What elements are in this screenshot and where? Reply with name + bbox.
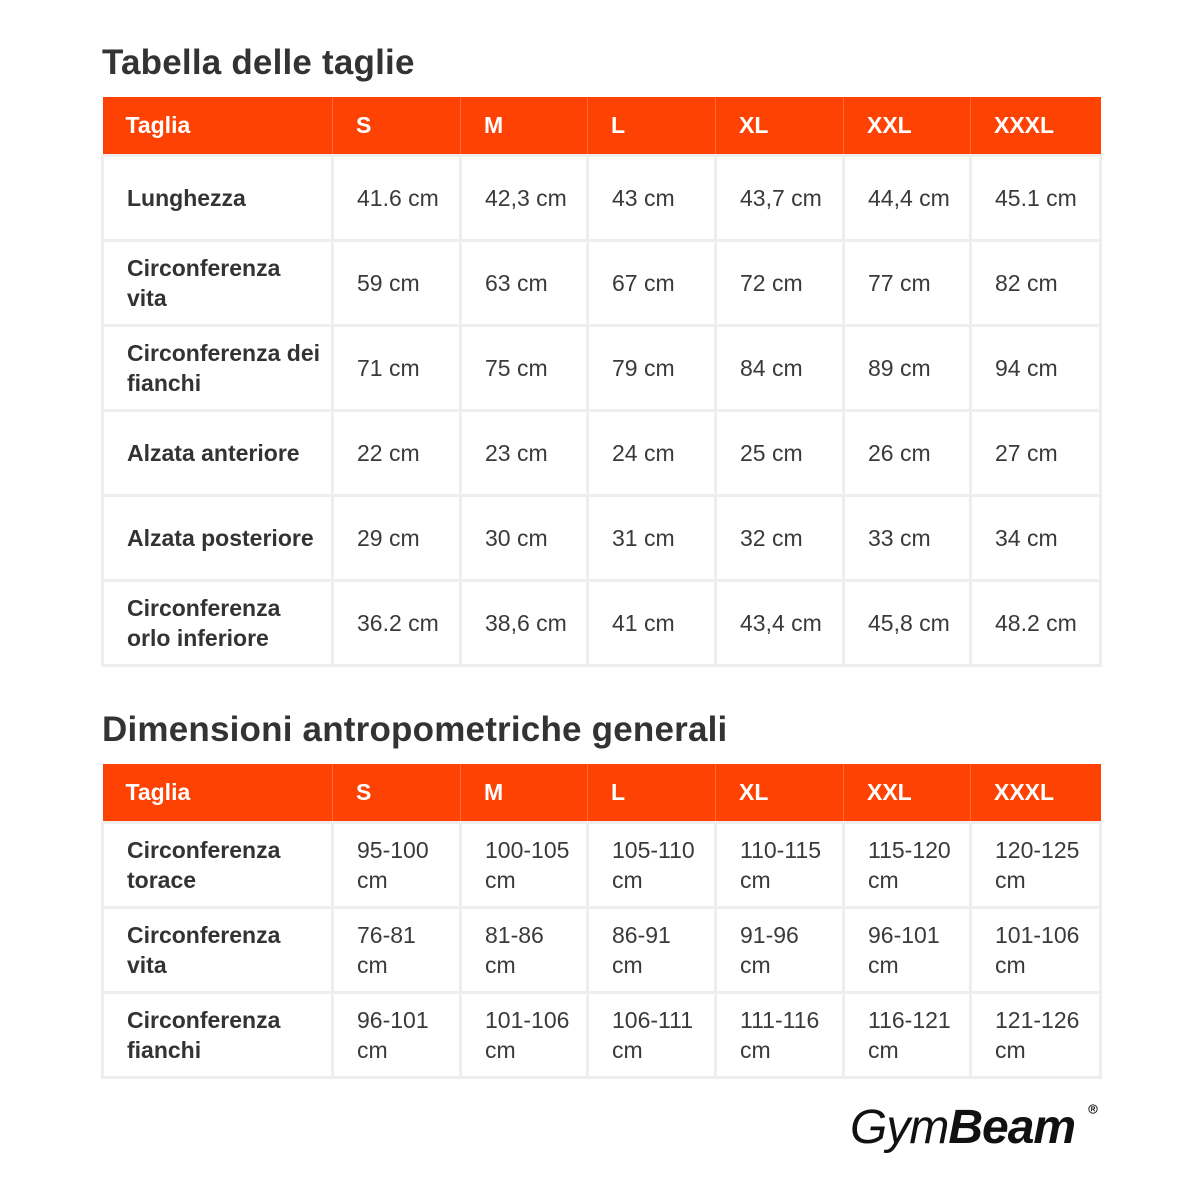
table-cell: 72 cm — [716, 240, 844, 325]
brand-wordmark — [850, 1098, 1100, 1158]
column-header-size: Taglia — [103, 764, 333, 822]
column-header-size: Taglia — [103, 97, 333, 155]
brand-wordmark-part1: Gym — [850, 1101, 949, 1154]
column-header-xxl: XXL — [844, 764, 971, 822]
table-cell: 116-121 cm — [844, 992, 971, 1077]
table-cell: 42,3 cm — [461, 155, 588, 240]
table-cell: 100-105 cm — [461, 822, 588, 907]
table-cell: 41.6 cm — [333, 155, 461, 240]
table-cell: 41 cm — [588, 580, 716, 665]
table-cell: 33 cm — [844, 495, 971, 580]
column-header-xxxl: XXXL — [971, 764, 1101, 822]
column-header-xxl: XXL — [844, 97, 971, 155]
table-row — [103, 907, 1101, 992]
table-cell: 38,6 cm — [461, 580, 588, 665]
table-cell: 23 cm — [461, 410, 588, 495]
table-cell: 75 cm — [461, 325, 588, 410]
table-cell: 25 cm — [716, 410, 844, 495]
table-cell: 31 cm — [588, 495, 716, 580]
table-row — [103, 240, 1101, 325]
table-cell: 22 cm — [333, 410, 461, 495]
table-cell: 43,4 cm — [716, 580, 844, 665]
size-chart-title: Tabella delle taglie — [102, 43, 415, 82]
table-cell: 67 cm — [588, 240, 716, 325]
body-measurements-title: Dimensioni antropometriche generali — [102, 710, 728, 749]
table-cell: 115-120 cm — [844, 822, 971, 907]
table-cell: 45,8 cm — [844, 580, 971, 665]
table-cell: 44,4 cm — [844, 155, 971, 240]
table-cell: 43 cm — [588, 155, 716, 240]
column-header-m: M — [461, 764, 588, 822]
table-cell: 27 cm — [971, 410, 1101, 495]
table-cell: 120-125 cm — [971, 822, 1101, 907]
column-header-l: L — [588, 97, 716, 155]
table-cell: 48.2 cm — [971, 580, 1101, 665]
table-cell: 110-115 cm — [716, 822, 844, 907]
table-cell: 121-126 cm — [971, 992, 1101, 1077]
column-header-xxxl: XXXL — [971, 97, 1101, 155]
row-label: Circonferenza fianchi — [103, 992, 333, 1077]
table-cell: 36.2 cm — [333, 580, 461, 665]
table-cell: 82 cm — [971, 240, 1101, 325]
table-cell: 77 cm — [844, 240, 971, 325]
table-cell: 89 cm — [844, 325, 971, 410]
table-cell: 91-96 cm — [716, 907, 844, 992]
table-row — [103, 155, 1101, 240]
row-label: Circonferenza vita — [103, 907, 333, 992]
table-cell: 106-111 cm — [588, 992, 716, 1077]
table-cell: 59 cm — [333, 240, 461, 325]
table-cell: 34 cm — [971, 495, 1101, 580]
table-cell: 95-100 cm — [333, 822, 461, 907]
column-header-xl: XL — [716, 97, 844, 155]
table-cell: 71 cm — [333, 325, 461, 410]
table-cell: 76-81 cm — [333, 907, 461, 992]
column-header-s: S — [333, 764, 461, 822]
brand-wordmark-part2: Beam — [948, 1101, 1076, 1154]
row-label: Circonferenza vita — [103, 240, 333, 325]
table-row — [103, 410, 1101, 495]
table-row — [103, 580, 1101, 665]
row-label: Circonferenza orlo inferiore — [103, 580, 333, 665]
table-cell: 84 cm — [716, 325, 844, 410]
table-cell: 111-116 cm — [716, 992, 844, 1077]
row-label: Alzata posteriore — [103, 495, 333, 580]
size-chart-table — [101, 97, 1102, 667]
table-cell: 105-110 cm — [588, 822, 716, 907]
table-cell: 32 cm — [716, 495, 844, 580]
table-cell: 79 cm — [588, 325, 716, 410]
row-label: Alzata anteriore — [103, 410, 333, 495]
registered-trademark-icon — [1088, 1104, 1098, 1114]
column-header-l: L — [588, 764, 716, 822]
body-measurements-table — [101, 764, 1102, 1079]
table-cell: 101-106 cm — [461, 992, 588, 1077]
table-row — [103, 992, 1101, 1077]
table-cell: 26 cm — [844, 410, 971, 495]
table-cell: 45.1 cm — [971, 155, 1101, 240]
table-header-row — [103, 97, 1101, 155]
table-cell: 63 cm — [461, 240, 588, 325]
column-header-s: S — [333, 97, 461, 155]
table-cell: 81-86 cm — [461, 907, 588, 992]
table-row — [103, 495, 1101, 580]
table-cell: 96-101 cm — [844, 907, 971, 992]
column-header-m: M — [461, 97, 588, 155]
column-header-xl: XL — [716, 764, 844, 822]
table-cell: 96-101 cm — [333, 992, 461, 1077]
row-label: Lunghezza — [103, 155, 333, 240]
table-cell: 30 cm — [461, 495, 588, 580]
row-label: Circonferenza torace — [103, 822, 333, 907]
table-cell: 86-91 cm — [588, 907, 716, 992]
brand-logo — [850, 1098, 1100, 1160]
table-header-row — [103, 764, 1101, 822]
table-cell: 24 cm — [588, 410, 716, 495]
table-cell: 43,7 cm — [716, 155, 844, 240]
row-label: Circonferenza dei fianchi — [103, 325, 333, 410]
table-cell: 94 cm — [971, 325, 1101, 410]
table-row — [103, 822, 1101, 907]
table-cell: 101-106 cm — [971, 907, 1101, 992]
table-cell: 29 cm — [333, 495, 461, 580]
table-row — [103, 325, 1101, 410]
